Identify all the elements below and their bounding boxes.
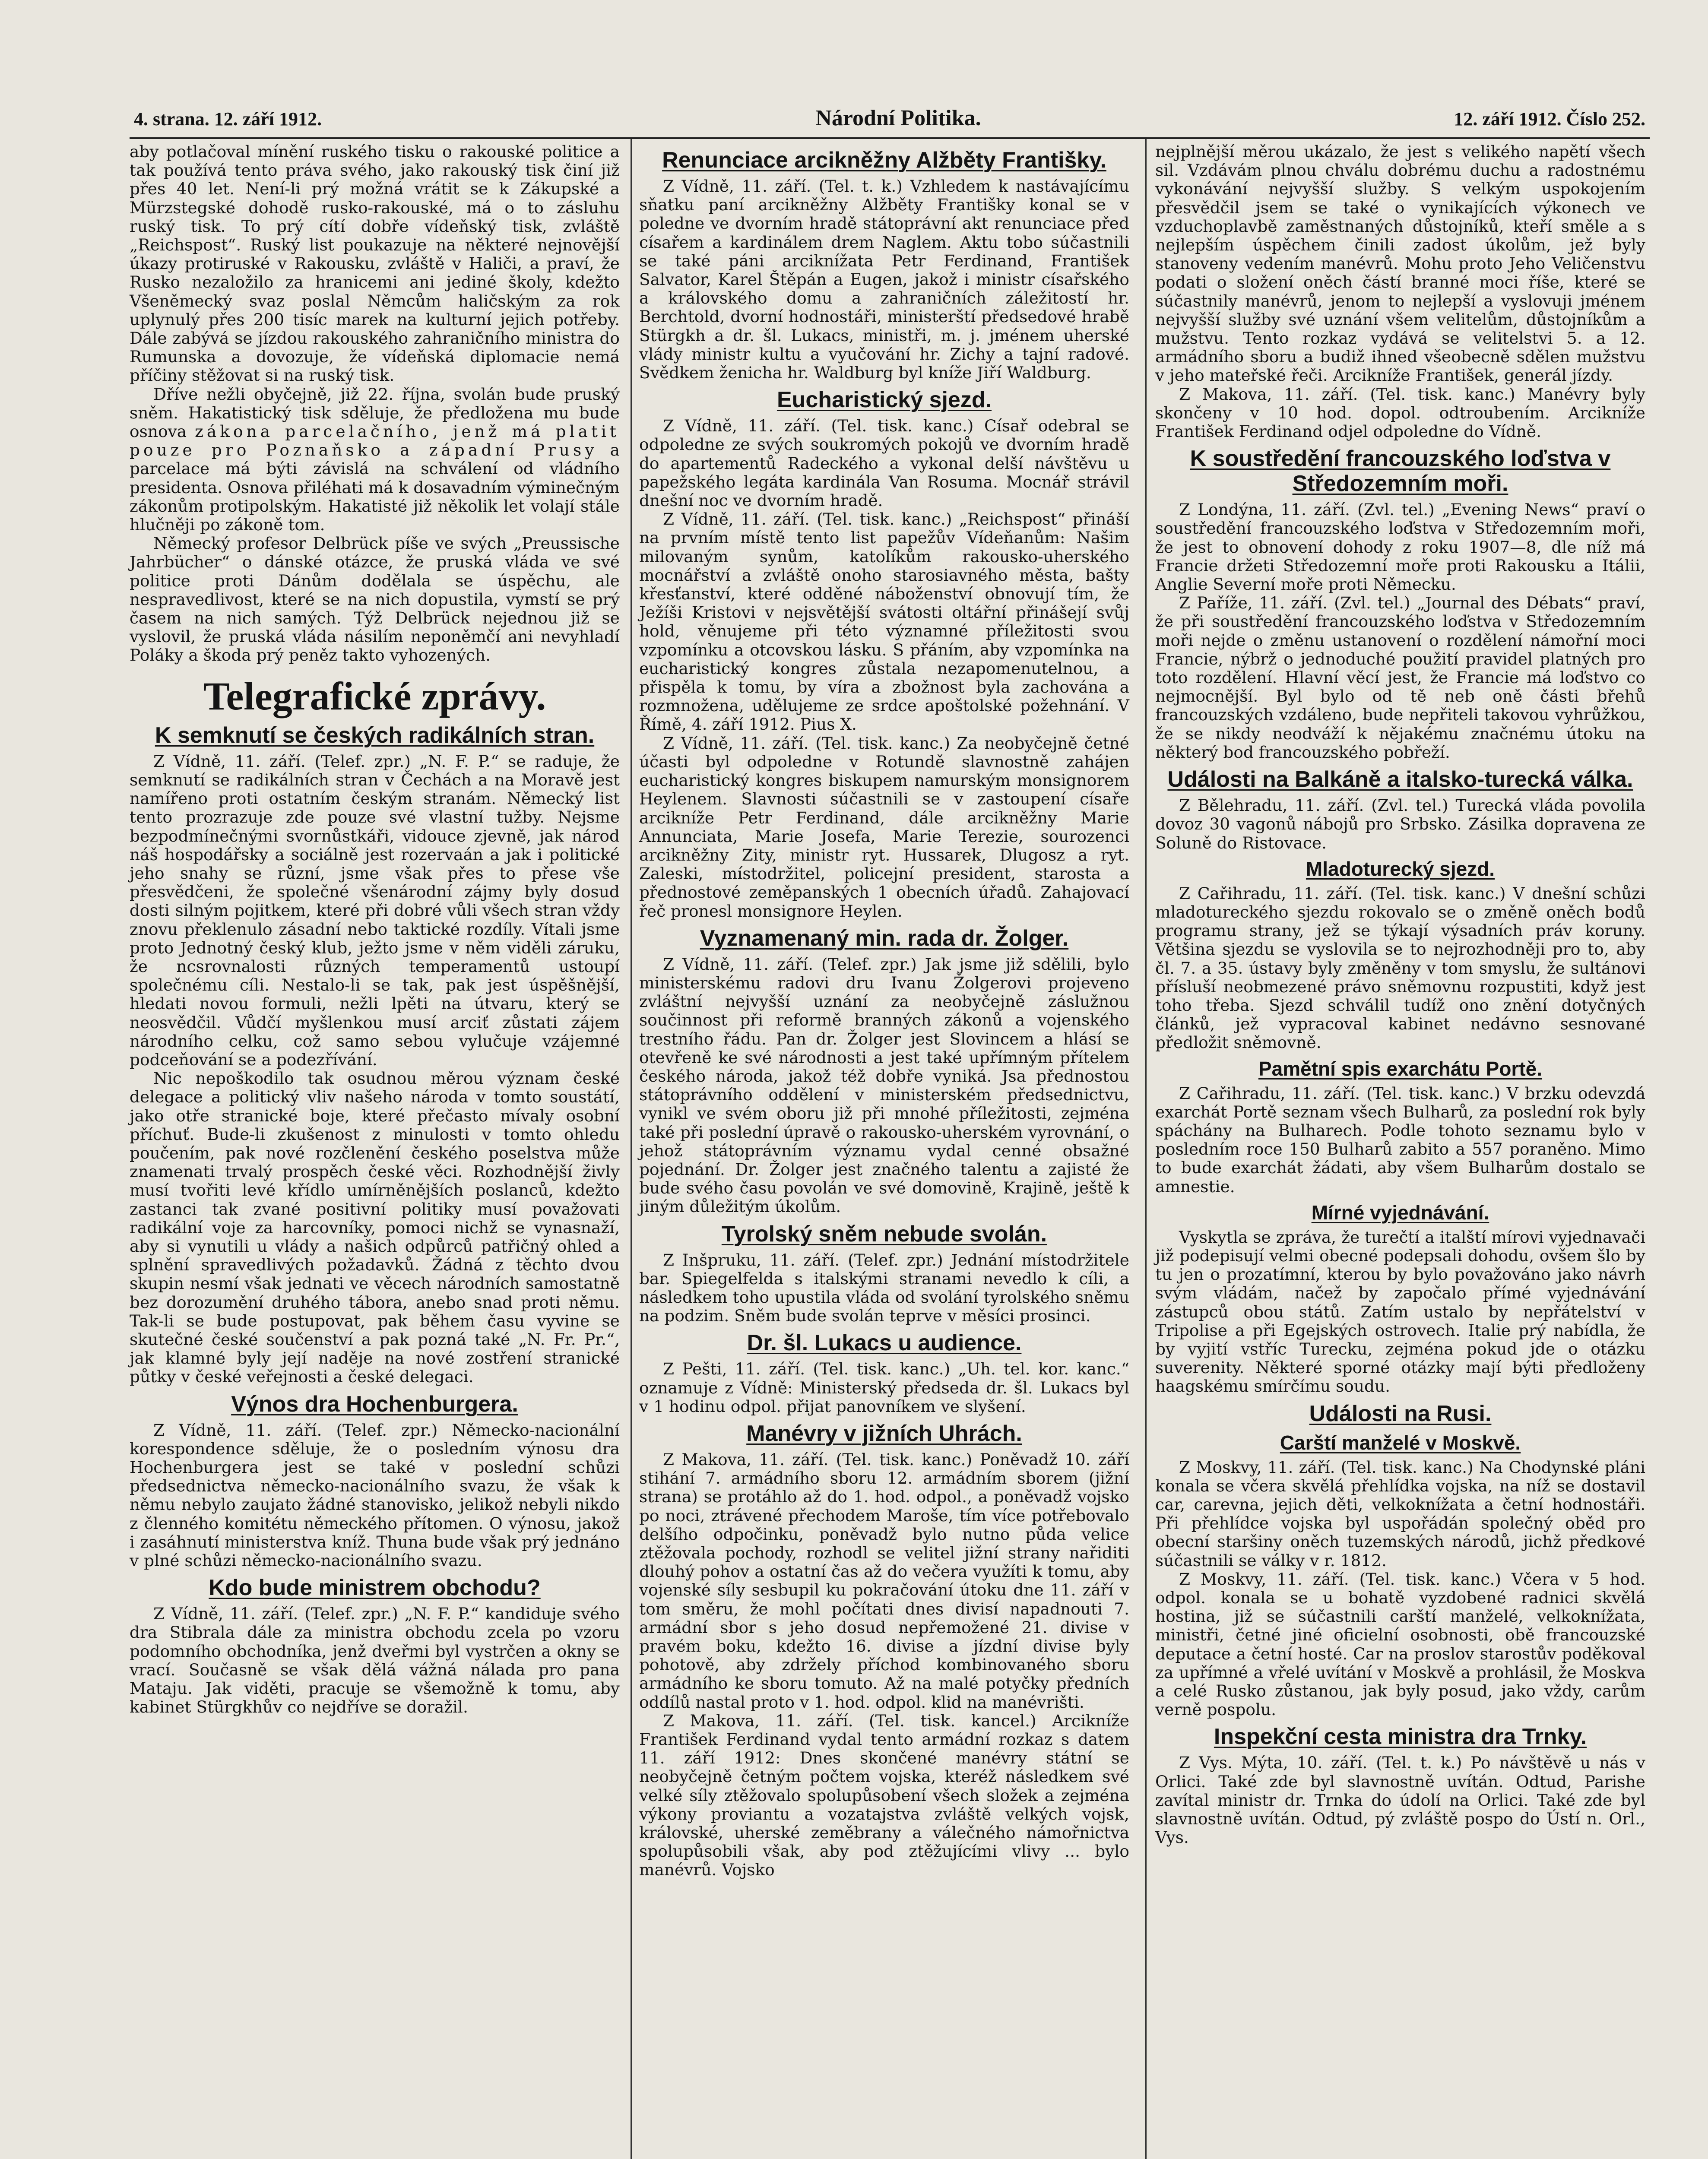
article-headline: Mírné vyjednávání. — [1311, 1201, 1489, 1224]
article-headline: Manévry v jižních Uhrách. — [746, 1421, 1022, 1446]
article-subheadline: Carští manželé v Moskvě. — [1280, 1431, 1521, 1454]
article-headline: Kdo bude ministrem obchodu? — [209, 1575, 541, 1601]
article-paragraph: Z Bělehradu, 11. září. (Zvl. tel.) Turecká vláda povolila dovoz 30 vagonů nábojů pro Srbsko. Zásilka dopravena ze Soluně do Ristovace. — [1155, 796, 1645, 852]
article-headline: Renunciace arcikněžny Alžběty Františky. — [662, 148, 1106, 173]
article-headline: Pamětní spis exarchátu Portě. — [1258, 1057, 1543, 1080]
article-paragraph: Německý profesor Delbrück píše ve svých „Preussische Jahrbücher“ o dánské otázce, že pruská vláda ve své politice proti Dánům dodělala se úspěchu, ale nespravedlivost, které se na nich dopustila, vymstí se prý časem na nich samých. Týž Delbrück nejednou již se vyslovil, že pruská vláda násilím neponěmčí ani nevyhladí Poláky a škoda prý peněz takto vyhozených. — [130, 534, 620, 665]
article-paragraph: Z Vídně, 11. září. (Telef. zpr.) Jak jsme již sdělili, bylo ministerskému radovi dru Ivanu Žolgerovi projeveno zvláštní nejvyšší uznání za neobyčejně záslužnou součinnost při reformě branných zákonů a vojenského trestního řádu. Pan dr. Žolger jest Slovincem a hlásí se otevřeně ke své národnosti a jest také upřímným přítelem českého národa, jakož též dobře vyniká. Jsa přednostou státoprávního oddělení v ministerském předsednictvu, vynikl ve svém oboru již při mnohé příležitosti, zejména také při poslední úpravě o rakousko-uherském vyrovnání, o jehož státoprávním významu vydal cenné obsažné pojednání. Dr. Žolger jest značného talentu a zajisté že bude svého času povolán ve své domovině, Krajině, ještě k jiným důležitým úkolům. — [639, 954, 1129, 1216]
article-paragraph: Z Inšpruku, 11. září. (Telef. zpr.) Jednání místodržitele bar. Spiegelfelda s italskými stranami nevedlo k cíli, a následkem toho upustila vláda od svolání tyrolského sněmu na podzim. Sněm bude svolán teprve v měsíci prosinci. — [639, 1250, 1129, 1326]
article-paragraph: Z Vídně, 11. září. (Tel. tisk. kanc.) Císař odebral se odpoledne ze svých soukromých pokojů ve dvorním hradě do apartementů Radeckého a vykonal delší návštěvu u papežského legáta kardinála Van Rosuma. Mocnář strávil dnešní noc ve dvorním hradě. — [639, 416, 1129, 510]
header-page-date: 4. strana. 12. září 1912. — [134, 108, 322, 130]
article-paragraph: Z Moskvy, 11. září. (Tel. tisk. kanc.) Na Chodynské pláni konala se včera skvělá přehlídka vojska, na níž se dostavil car, carevna, jejich děti, velkoknížata a četní hodnostáři. Při přehlídce vojska byl uspořádán společný oběd pro obecní staršiny oněch tuzemských národů, jichž předkové súčastnili se války v r. 1812. — [1155, 1457, 1645, 1570]
article-headline: Inspekční cesta ministra dra Trnky. — [1214, 1724, 1587, 1750]
article-headline: Tyrolský sněm nebude svolán. — [721, 1221, 1047, 1247]
article-paragraph: Z Cařihradu, 11. září. (Tel. tisk. kanc.) V brzku odevzdá exarchát Portě seznam všech Bulharů, za poslední rok byly spáchány na Bulharech. Podle tohoto seznamu bylo v posledním roce 150 Bulharů zabito a 557 poraněno. Mimo to bude exarchát žádati, aby všem Bulharům dostalo se amnestie. — [1155, 1083, 1645, 1196]
article-paragraph: Z Londýna, 11. září. (Zvl. tel.) „Evening News“ praví o soustředění francouzského loďstva v Středozemním moři, že jest to obnovení dohody z roku 1907—8, dle níž má Francie držeti Středozemní moře proti Rakousku a Itálii, Anglie Severní moře proti Německu. — [1155, 500, 1645, 594]
article-headline: Dr. šl. Lukacs u audience. — [747, 1330, 1022, 1356]
page-header — [130, 104, 1650, 138]
header-masthead: Národní Politika. — [815, 106, 981, 130]
article-headline: Eucharistický sjezd. — [776, 387, 992, 413]
article-paragraph: aby potlačoval mínění ruského tisku o rakouské politice a tak používá tento práva svého, jako rakouský tisk činí již přes 40 let. Není-li prý možná vrátit se k Zákupské a Mürzstegské dohodě rusko-rakouské, má o to zásluhu ruský tisk. To prý cítí dobře vídeňský tisk, zvláště „Reichspost“. Ruský list poukazuje na některé nejnovější úkazy protiruské v Rakousku, zvláště v Haliči, a praví, že Rusko nezaložilo za hranicemi ani jediné školy, kdežto Všeněmecký svaz poslal Němcům haličským za rok uplynulý přes 200 tisíc marek na kulturní jejich potřeby. Dále zabývá se jízdou rakouského zahraničního ministra do Rumunska a dovozuje, že vídeňská diplomacie nemá příčiny stěžovat si na ruský tisk. — [130, 142, 620, 385]
article-paragraph: Z Vys. Mýta, 10. září. (Tel. t. k.) Po návštěvě u nás v Orlici. Také zde byl slavnostně uvítán. Odtud, Parishe zavítal ministr dr. Trnka do údolí na Orlici. Také zde byl slavnostně uvítán. Odtud, pý zvláště pospo do Ústí n. Orl., Vys. — [1155, 1753, 1645, 1847]
article-paragraph: Z Makova, 11. září. (Tel. tisk. kanc.) Poněvadž 10. září stihání 7. armádního sboru 12. armádním sborem (jižní strana) se protáhlo až do 1. hod. odpol., a poněvadž vojsko po noci, ztrávené přechodem Maroše, tím více potřebovalo delšího odpočinku, poněvadž bylo nutno půda velice ztěžovala pochody, rozhodl se velitel jižní strany nařiditi dlouhý pohov a ostatní čas až do večera využíti k tomu, aby vojenské síly sesbupil ku pokračování útoku dne 11. září v tom směru, že mohl počítati dnes divisí napadnouti 7. armádní sbor s jeho dosud nepřemožené 21. divise v pravém boku, kdežto 16. divise a jízdní divise byly pohotově, aby zdržely příchod kombinovaného sboru armádního ke sboru tomuto. Až na malé potyčky předních oddílů nastal proto v 1. hod. odpol. klid na manévrišti. — [639, 1450, 1129, 1712]
header-rule — [130, 137, 1650, 139]
column-rule-2 — [1145, 139, 1147, 2159]
article-headline: Mladoturecký sjezd. — [1306, 857, 1495, 880]
column-3 — [1155, 142, 1645, 1847]
section-heading-telegrams: Telegrafické zprávy. — [203, 674, 546, 718]
article-paragraph: Z Makova, 11. září. (Tel. tisk. kanc.) Manévry byly skončeny v 10 hod. dopol. odtroubením. Arcikníže František Ferdinand odjel odpoledne do Vídně. — [1155, 384, 1645, 441]
article-paragraph: Z Vídně, 11. září. (Tel. t. k.) Vzhledem k nastávajícímu sňatku paní arcikněžny Alžběty Františky konal se v poledne ve dvorním hradě státoprávní akt renunciace před císařem a kardinálem drem Naglem. Aktu tobo súčastnili se také páni arciknížata Petr Ferdinand, František Salvator, Karel Štěpán a Eugen, jakož i ministr císařského a královského domu a zahraničních záležitostí hr. Berchtold, dvorní hodnostáři, ministerští předsedové hrabě Stürgkh a dr. šl. Lukacs, ministři, m. j. jménem uherské vlády ministr kultu a vyučování hr. Zichy a tajní radové. Svědkem ženicha hr. Waldburg byl kníže Jiří Waldburg. — [639, 177, 1129, 383]
article-headline: Události na Rusi. — [1309, 1401, 1492, 1426]
text-run: Dříve nežli obyčejně, již 22. října, svolán bude pruský sněm. Hakatistický tisk sděluje, že předložena mu bude osnova — [130, 384, 620, 441]
article-paragraph — [130, 385, 620, 535]
article-paragraph: Z Vídně, 11. září. (Tel. tisk. kanc.) „Reichspost“ přináší na prvním místě tento list papežův Vídeňanům: Našim milovaným synům, katolíkům rakousko-uherského mocnářství a zvláště onoho starosiavného města, bašty křesťanství, které odděné náboženství obnovují tím, že Ježíši Kristovi v nejsvětější svátosti oltářní přinášejí svůj hold, věnujeme při této významné příležitosti svou vzpomínku a otcovskou lásku. S přáním, aby vzpomínka na eucharistický kongres zůstala nezapomenutelnou, a přispěla k tomu, by víra a zbožnost byla zachována a rozmnožena, udělujeme ze srdce apoštolské požehnání. V Římě, 4. září 1912. Pius X. — [639, 510, 1129, 734]
article-paragraph: Z Pešti, 11. září. (Tel. tisk. kanc.) „Uh. tel. kor. kanc.“ oznamuje z Vídně: Ministerský předseda dr. šl. Lukacs byl v 1 hodinu odpol. přijat panovníkem ve slyšení. — [639, 1359, 1129, 1416]
article-headline: Události na Balkáně a italsko-turecká válka. — [1167, 767, 1633, 792]
column-2 — [639, 142, 1129, 1880]
article-paragraph: Z Makova, 11. září. (Tel. tisk. kancel.) Arcikníže František Ferdinand vydal tento armádní rozkaz s datem 11. září 1912: Dnes skončené manévry státní se neobyčejně četným počtem vojska, kteréž následkem své velké síly ztěžovalo spolupůsobení všech složek a zejména výkony proviantu a vozatajstva zvláště velkých vojsk, královské, uherské zeměbrany a válečného námořnictva spolupůsobili však, aby pod ztěžujícími vlivy ... bylo manévrů. Vojsko — [639, 1711, 1129, 1880]
article-paragraph: Vyskytla se zpráva, že turečtí a italští mírovi vyjednavači již podepisují velmi obecné podepsali dohodu, ovšem šlo by tu jen o prozatímní, kterou by bylo považováno jako návrh svým vládám, načež by započalo přímé vyjednávání zástupců obou států. Zatím ustalo by nepřátelství v Tripolise a při Egejských ostrovech. Italie prý nabídla, že by vyjití vstříc Turecku, zejména pokud jde o otázku suverenity. Některé sporné otázky mají býti předloženy haagskému smírčímu soudu. — [1155, 1227, 1645, 1396]
column-1 — [130, 142, 620, 1716]
article-headline: Výnos dra Hochenburgera. — [231, 1391, 518, 1417]
article-paragraph: Z Paříže, 11. září. (Zvl. tel.) „Journal des Débats“ praví, že při soustředění francouzského loďstva v Středozemním moři nejde o změnu ustanovení o rozdělení námořní moci Francie, nýbrž o jednoduché použití pravidel platných pro toto rozdělení. Hlavní věcí jest, že Francie má loďstvo co nejmocnější. Byl bylo od tě neb oně části břehů francouzských vzdáleno, bude nepřiteli takovou vyhrůžkou, že se nikdy neodváží k nějakému značnému útoku na některý bod francouzského pobřeží. — [1155, 593, 1645, 762]
article-headline: K soustředění francouzského loďstva v Středozemním moři. — [1190, 446, 1611, 497]
article-paragraph: Nic nepoškodilo tak osudnou měrou význam české delegace a politický vliv našeho národa v tomto soustátí, jako otře stranické boje, které přečasto mívaly osobní příchuť. Bude-li zkušenost z minulosti v tomto ohledu poučením, pak nové rozčlenění českého poselstva může znamenati trvalý prospěch české věci. Rozhodnější živly musí tvořiti levé křídlo umírněnějších poslanců, kdežto zastanci tak zvané positivní politiky musí považovati radikální voje za harcovníky, pomoci nichž se vynasnaží, aby si vynutili u vlády a našich odpůrců patřičný ohled a splnění spravedlivých požadavků. Žádná z těchto dvou skupin nesmí však jednati ve věcech národních samostatně bez dorozumění druhého tábora, anebo snad proti němu. Tak-li se bude postupovat, pak během času vyvine se skutečné české součenství a pak pozná také „N. Fr. Pr.“, jak klamné byly její naděje na nové zostření stranické půtky v české veřejnosti a české delegaci. — [130, 1069, 620, 1387]
article-paragraph: Z Cařihradu, 11. září. (Tel. tisk. kanc.) V dnešní schůzi mladotureckého sjezdu rokovalo se o změně oněch bodů programu strany, jež se týkají výsadních práv koruny. Většina sjezdu se vyslovila se to nejrozhodněji pro to, aby čl. 7. a 35. ústavy byly změněny v tom smyslu, že sultánovi přísluší neobmezené právo sněmovnu rozpustiti, když jest toho třeba. Sjezd schválil tudíž ono znění dotyčných článků, jež vypracoval kabinet nedávno sesnované předložit sněmovně. — [1155, 883, 1645, 1052]
text-run: a parcelace má býti závislá na schválení od vládního presidenta. Osnova přiléhati má k dosavadním výminečným zákonům protipolským. Hakatisté již několik let volají stále hlučněji po zákoně tom. — [130, 440, 620, 535]
article-headline: Vyznamenaný min. rada dr. Žolger. — [700, 925, 1069, 951]
article-paragraph: nejplnější měrou ukázalo, že jest s velikého napětí všech sil. Vzdávám plnou chválu dobrému duchu a radostnému vykonávání nejvyšší služby. S velkým uspokojením přesvědčil jsem se také o vynikajících výkonech ve vzduchoplavbě zaměstnaných důstojníků, kteří směle a s nejlepším úspěchem činili zadost úkolům, jež byly stanoveny vedením manévrů. Mohu proto Jeho Veličenstvu podati o složení oněch částí branné moci říše, které se súčastnily manévrů, jenom to nejlepší a vyslovuji jménem nejvyšší služby své uznání všem velitelům, důstojníkům a mužstvu. Tento rozkaz vydává se velitelstvi 5. a 12. armádního sboru a budiž ihned všeobecně sdělen mužstvu v jeho mateřské řeči. Arcikníže František, generál jízdy. — [1155, 142, 1645, 385]
article-paragraph: Z Vídně, 11. září. (Telef. zpr.) „N. F. P.“ kandiduje svého dra Stibrala dále za ministra obchodu zcela po vzoru podomního obchodníka, jenž dveřmi byl vystrčen a okny se vrací. Současně se však dělá vážná nálada pro pana Mataju. Jak viděti, pracuje se všemožně k tomu, aby kabinet Stürgkhův co nejdříve se doražil. — [130, 1604, 620, 1717]
header-issue-number: 12. září 1912. Číslo 252. — [1454, 108, 1645, 130]
column-rule-1 — [631, 139, 632, 2159]
article-paragraph: Z Vídně, 11. září. (Tel. tisk. kanc.) Za neobyčejně četné účasti byl odpoledne v Rotundě slavnostně zahájen eucharistický kongres biskupem namurským monsignorem Heylenem. Slavnosti súčastnili se v zastoupení císaře arcikníže Petr Ferdinand, dále arcikněžny Marie Annunciata, Marie Josefa, Marie Terezie, sourozenci arcikněžny Zity, ministr ryt. Hussarek, Dlugosz a ryt. Zaleski, místodržitel, policejní president, starosta a přednostové zeměpanských 1 obecních úřadů. Zahajovací řeč pronesl monsignore Heylen. — [639, 733, 1129, 921]
article-headline: K semknutí se českých radikálních stran. — [155, 722, 595, 748]
article-paragraph: Z Vídně, 11. září. (Telef. zpr.) „N. F. P.“ se raduje, že semknutí se radikálních stran v Čechách a na Moravě jest namířeno proti ostatním českým stranám. Německý list tento prozrazuje zde pouze své vlastní tužby. Nejsme bezpodmínečnými svornůstkáři, vidouce zjevně, jak národ náš hospodářsky a sociálně jest rozervaán a jak i politické jeho snahy se různí, jsme však přes to přese vše přesvědčeni, že společné všenárodní zájmy byly dosud dosti silným pojitkem, které při dobré vůli všech stran vždy znovu překlenulo zásadní nebo taktické rozdíly. Vítali jsme proto Jednotný český klub, ježto jsme v něm viděli záruku, že ncsrovnalosti různých temperamentů ustoupí společnému cíli. Nestalo-li se tak, pak jest úspěšnější, hledati novou formuli, nežli lpěti na útvaru, který se neosvědčil. Vůdčí myšlenkou musí arciť zůstati zájem národního celku, což samo sebou vylučuje vzájemné podceňování se a podezřívání. — [130, 751, 620, 1069]
spaced-text-run: zákona parcelačního, jenž má platit pouze pro Poznaňsko a západní Prusy — [130, 422, 620, 460]
article-paragraph: Z Moskvy, 11. září. (Tel. tisk. kanc.) Včera v 5 hod. odpol. konala se u bohatě vyzdobené radnici skvělá hostina, již se súčastnili carští manželé, velkoknížata, ministři, četné jiné oficielní osobnosti, obě francouzské deputace a četní hosté. Car na proslov starostův poděkoval za upřímné a vřelé uvítání v Moskvě a prohlásil, že Moskva a celé Rusko zůstanou, jak byly posud, jako vždy, carům verně pospolu. — [1155, 1569, 1645, 1719]
article-paragraph: Z Vídně, 11. září. (Telef. zpr.) Německo-nacionální korespondence sděluje, že o posledním výnosu dra Hochenburgera jest se také v poslední schůzi předsednictva německo-nacionálního svazu, že však k němu nebylo zaujato žádné stanovisko, jelikož nebyli nikdo z členného komitétu německého přítomen. O výnosu, jakož i zasáhnutí ministerstva kníž. Thuna bude však prý jednáno v plné schůzi německo-nacionálního svazu. — [130, 1420, 620, 1570]
